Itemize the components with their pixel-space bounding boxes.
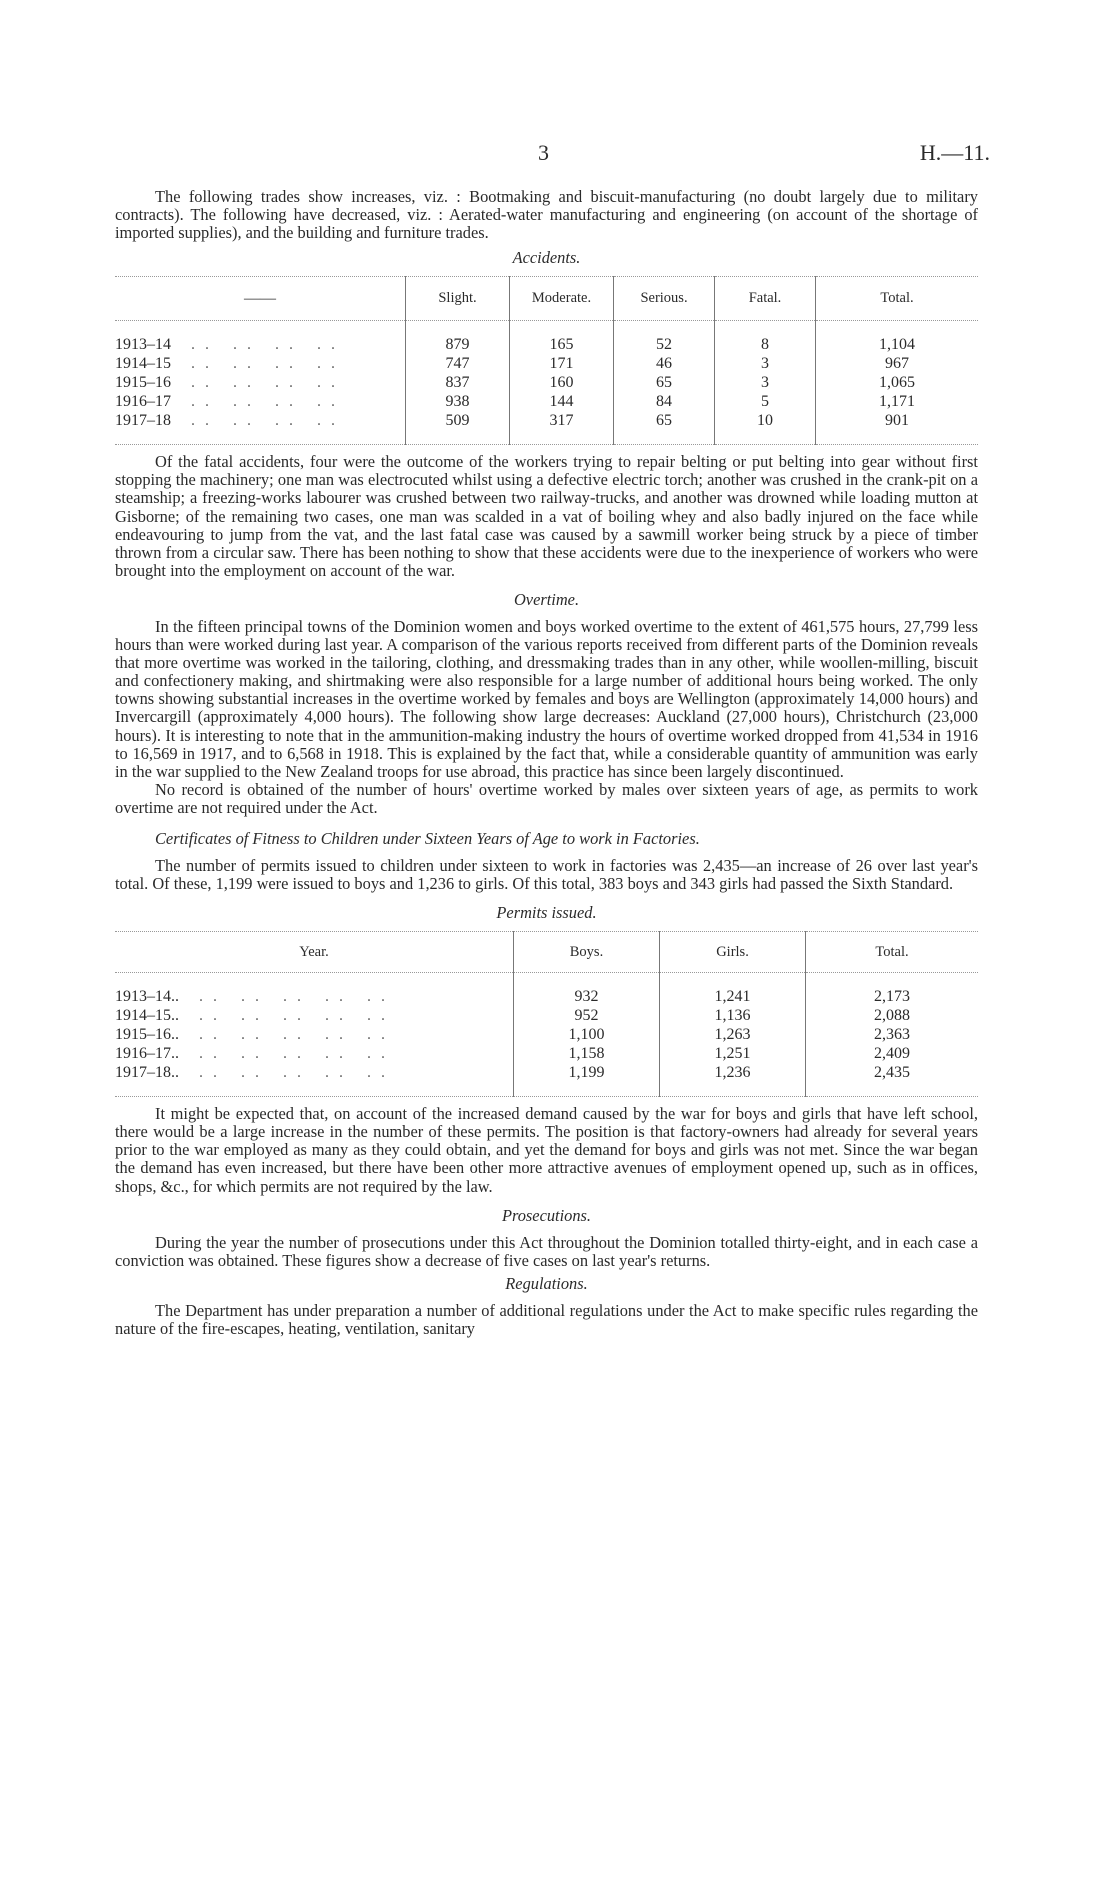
overtime-males-paragraph: No record is obtained of the number of hours' overtime worked by males over sixteen years of age, as permits to work overtime are not required under the Act.: [115, 779, 978, 817]
serious-cell: 52: [614, 321, 715, 355]
slight-cell: 747: [406, 354, 510, 373]
slight-cell: 879: [406, 321, 510, 355]
fatal-cell: 3: [715, 373, 816, 392]
boys-cell: 1,158: [514, 1044, 660, 1063]
regulations-paragraph: The Department has under preparation a number of additional regulations under the Act to make specific rules regarding the nature of the fire-escapes, heating, ventilation, sanitary: [115, 1300, 978, 1338]
overtime-paragraph: In the fifteen principal towns of the Dominion women and boys worked overtime to the extent of 461,575 hours, 27,799 less hours than were worked during last year. A comparison of the various reports received from different parts of the Dominion reveals that more overtime was worked in the tailoring, clothing, and dressmaking trades than in any other, while woollen-milling, biscuit and confectionery making, and shirtmaking were also responsible for a large number of additional hours being worked. The only towns showing substantial increases in the overtime worked by females and boys are Wellington (approximately 14,000 hours) and Invercargill (approximately 4,000 hours). The following show large decreases: Auckland (27,000 hours), Christchurch (23,000 hours). It is interesting to note that in the ammunition-making industry the hours of overtime worked dropped from 41,534 in 1916 to 16,569 in 1917, and to 6,568 in 1918. This is explained by the fact that, while a considerable quantity of ammunition was early in the war supplied to the New Zealand troops for use abroad, this practice has since been largely discontinued.: [115, 616, 978, 781]
fatal-cell: 10: [715, 411, 816, 445]
girls-cell: 1,251: [660, 1044, 806, 1063]
table-row: 1914–15 .. .. .. .. 747 171 46 3 967: [115, 354, 978, 373]
boys-cell: 952: [514, 1006, 660, 1025]
serious-cell: 65: [614, 373, 715, 392]
column-header: Total.: [816, 277, 979, 321]
total-cell: 2,435: [806, 1063, 979, 1097]
regulations-heading: Regulations.: [505, 1273, 588, 1293]
column-header: Fatal.: [715, 277, 816, 321]
table-row: 1915–16.. .. .. .. .. .. 1,100 1,263 2,363: [115, 1025, 978, 1044]
slight-cell: 938: [406, 392, 510, 411]
table-row: 1917–18.. .. .. .. .. .. 1,199 1,236 2,435: [115, 1063, 978, 1097]
year-cell: 1917–18..: [115, 1063, 179, 1081]
table-row: 1916–17 .. .. .. .. 938 144 84 5 1,171: [115, 392, 978, 411]
moderate-cell: 317: [510, 411, 614, 445]
report-code: H.—11.: [919, 140, 990, 165]
total-cell: 1,171: [816, 392, 979, 411]
permits-table: [115, 931, 978, 1097]
table-row: 1913–14.. .. .. .. .. .. 932 1,241 2,173: [115, 973, 978, 1007]
year-cell: 1916–17: [115, 392, 171, 410]
certificates-paragraph: The number of permits issued to children under sixteen to work in factories was 2,435—an increase of 26 over last year's total. Of these, 1,199 were issued to boys and 1,236 to girls. Of this total, 383 boys and 343 girls had passed the Sixth Standard.: [115, 855, 978, 894]
page-header: [0, 140, 1114, 174]
year-cell: 1913–14: [115, 335, 171, 353]
column-header: Total.: [806, 932, 979, 973]
permits-heading: Permits issued.: [496, 903, 597, 923]
year-cell: 1913–14..: [115, 987, 179, 1005]
accidents-table: [115, 276, 978, 445]
slight-cell: 837: [406, 373, 510, 392]
moderate-cell: 165: [510, 321, 614, 355]
year-cell: 1915–16: [115, 373, 171, 391]
column-header: Slight.: [406, 277, 510, 321]
fatal-cell: 3: [715, 354, 816, 373]
column-header: Girls.: [660, 932, 806, 973]
boys-cell: 1,199: [514, 1063, 660, 1097]
column-header: Serious.: [614, 277, 715, 321]
intro-paragraph: The following trades show increases, viz. : Bootmaking and biscuit-manufacturing (no doubt largely due to military contracts). The following have decreased, viz. : Aerated-water manufacturing and engineering (on account of the shortage of imported supplies), and the building and furniture trades.: [115, 187, 978, 243]
moderate-cell: 171: [510, 354, 614, 373]
total-cell: 901: [816, 411, 979, 445]
year-cell: 1914–15: [115, 354, 171, 372]
boys-cell: 1,100: [514, 1025, 660, 1044]
prosecutions-heading: Prosecutions.: [501, 1205, 592, 1225]
column-header: ——: [115, 277, 406, 321]
serious-cell: 46: [614, 354, 715, 373]
total-cell: 967: [816, 354, 979, 373]
serious-cell: 65: [614, 411, 715, 445]
moderate-cell: 144: [510, 392, 614, 411]
total-cell: 1,104: [816, 321, 979, 355]
moderate-cell: 160: [510, 373, 614, 392]
permits-paragraph: It might be expected that, on account of the increased demand caused by the war for boys and girls that have left school, there would be a large increase in the number of these permits. The position is that factory-owners had already for several years prior to the war employed as many as they could obtain, and yet the demand for boys and girls was not met. Since the war began the demand has even increased, but there have been other more attractive avenues of employment opened up, such as in offices, shops, &c., for which permits are not required by the law.: [115, 1104, 978, 1196]
column-header: Boys.: [514, 932, 660, 973]
total-cell: 2,173: [806, 973, 979, 1007]
year-cell: 1917–18: [115, 411, 171, 429]
year-cell: 1916–17..: [115, 1044, 179, 1062]
total-cell: 2,088: [806, 1006, 979, 1025]
girls-cell: 1,241: [660, 973, 806, 1007]
table-row: 1915–16 .. .. .. .. 837 160 65 3 1,065: [115, 373, 978, 392]
prosecutions-paragraph: During the year the number of prosecutions under this Act throughout the Dominion totalled thirty-eight, and in each case a conviction was obtained. These figures show a decrease of five cases on last year's returns.: [115, 1232, 978, 1270]
column-header: Moderate.: [510, 277, 614, 321]
total-cell: 2,409: [806, 1044, 979, 1063]
year-cell: 1914–15..: [115, 1006, 179, 1024]
slight-cell: 509: [406, 411, 510, 445]
column-header: Year.: [115, 932, 514, 973]
table-row: 1914–15.. .. .. .. .. .. 952 1,136 2,088: [115, 1006, 978, 1025]
girls-cell: 1,263: [660, 1025, 806, 1044]
year-cell: 1915–16..: [115, 1025, 179, 1043]
total-cell: 1,065: [816, 373, 979, 392]
page-content: [115, 188, 978, 1338]
girls-cell: 1,136: [660, 1006, 806, 1025]
serious-cell: 84: [614, 392, 715, 411]
overtime-heading: Overtime.: [513, 589, 580, 609]
fatal-accidents-paragraph: Of the fatal accidents, four were the outcome of the workers trying to repair belting or put belting into gear without first stopping the machinery; one man was electrocuted whilst using a defective electric torch; another was crushed in the crank-pit on a steamship; a freezing-works labourer was crushed between two railway-trucks, and another was drowned while loading mutton at Gisborne; of the remaining two cases, one man was scalded in a vat of boiling whey and also badly injured on the face while endeavouring to jump from the vat, and the last fatal case was caused by a sawmill worker being struck by a piece of timber thrown from a circular saw. There has been nothing to show that these accidents were due to the inexperience of workers who were brought into the employment on account of the war.: [115, 452, 978, 580]
total-cell: 2,363: [806, 1025, 979, 1044]
table-row: 1913–14 .. .. .. .. 879 165 52 8 1,104: [115, 321, 978, 355]
certificates-heading: Certificates of Fitness to Children under Sixteen Years of Age to work in Factories.: [155, 828, 700, 848]
table-row: 1916–17.. .. .. .. .. .. 1,158 1,251 2,409: [115, 1044, 978, 1063]
girls-cell: 1,236: [660, 1063, 806, 1097]
fatal-cell: 5: [715, 392, 816, 411]
table-row: 1917–18 .. .. .. .. 509 317 65 10 901: [115, 411, 978, 445]
boys-cell: 932: [514, 973, 660, 1007]
page-number: 3: [538, 140, 549, 165]
accidents-heading: Accidents.: [512, 248, 581, 268]
accidents-header-row: [115, 277, 978, 321]
fatal-cell: 8: [715, 321, 816, 355]
permits-header-row: [115, 932, 978, 973]
